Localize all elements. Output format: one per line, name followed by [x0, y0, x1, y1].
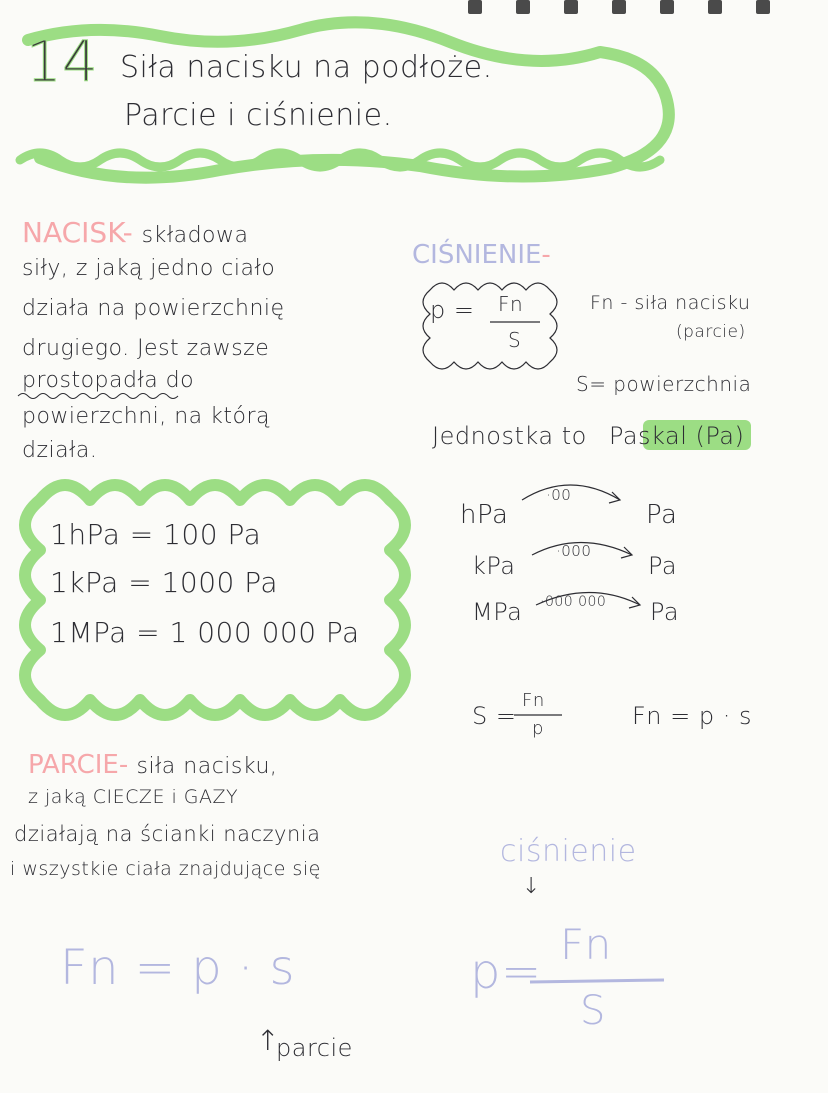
parcie-label: parcie: [276, 1034, 353, 1062]
s-formula-left: S =: [472, 702, 517, 730]
parcie-line-3: i wszystkie ciała znajdujące się: [10, 858, 321, 880]
header-wave: [20, 153, 660, 167]
cisnienie-dash: -: [541, 240, 551, 270]
parcie-line-1: z jaką CIECZE i GAZY: [28, 786, 239, 808]
conv-to-0: Pa: [646, 500, 678, 530]
nacisk-line-5: powierzchni, na którą: [22, 404, 271, 429]
fn-description: Fn - siła nacisku: [590, 292, 751, 314]
nacisk-line-6: działa.: [22, 438, 98, 463]
cisnienie-heading: [412, 240, 551, 270]
s-formula-den: p: [532, 718, 544, 739]
parcie-line-0: siła nacisku,: [136, 754, 278, 779]
nacisk-line-0: składowa: [141, 223, 249, 248]
units-line-0: 1hPa = 100 Pa: [50, 518, 262, 551]
unit-name: Paskal: [608, 422, 688, 450]
fn-description-parcie: (parcie): [676, 322, 746, 342]
nacisk-dash: -: [122, 216, 133, 249]
nacisk-line-1: siły, z jaką jedno ciało: [22, 256, 276, 281]
s-formula-num: Fn: [522, 690, 545, 711]
unit-line: [432, 422, 744, 450]
lesson-title-line2: Parcie i ciśnienie.: [124, 98, 393, 133]
parcie-line-2: działają na ścianki naczynia: [14, 822, 321, 846]
conv-op-2: ·000 000: [540, 594, 607, 610]
nacisk-line-3: drugiego. Jest zawsze: [22, 336, 270, 361]
s-description: S= powierzchnia: [576, 372, 752, 396]
nacisk-line-2: działa na powierzchnię: [22, 296, 285, 321]
cisnienie-term: CIŚNIENIE: [412, 240, 542, 270]
units-line-2: 1MPa = 1 000 000 Pa: [50, 616, 360, 649]
cisnienie-formula-num: Fn: [498, 292, 524, 316]
parcie-term: PARCIE: [28, 750, 119, 780]
bottom-p-num: Fn: [560, 920, 612, 969]
cisnienie-down-arrow: ↓: [522, 874, 541, 899]
unit-symbol: (Pa): [695, 422, 745, 450]
conv-to-2: Pa: [650, 598, 680, 626]
conv-to-1: Pa: [648, 552, 678, 580]
lesson-title-line1: Siła nacisku na podłoże.: [120, 50, 493, 85]
bottom-p-left: p=: [470, 944, 542, 1000]
conv-from-0: hPa: [460, 500, 509, 530]
conv-op-1: ·000: [556, 542, 592, 560]
parcie-dash: -: [118, 750, 129, 780]
cisnienie-formula-p: p =: [430, 296, 475, 324]
conv-op-0: ·00: [546, 486, 572, 504]
conv-from-2: MPa: [472, 598, 523, 626]
fn-formula: Fn = p · s: [632, 702, 753, 730]
bottom-p-den: S: [580, 988, 606, 1034]
parcie-heading: [28, 750, 277, 780]
cisnienie-label: ciśnienie: [500, 834, 637, 869]
nacisk-term: NACISK: [22, 216, 123, 249]
nacisk-line-4: prostopadła do: [22, 368, 195, 393]
bottom-fn-formula: Fn = p · s: [60, 940, 296, 996]
cisnienie-formula-den: S: [508, 328, 522, 352]
lesson-number: 14: [26, 30, 99, 95]
unit-text: Jednostka to: [432, 422, 587, 450]
units-line-1: 1kPa = 1000 Pa: [50, 566, 279, 599]
nacisk-heading: [22, 216, 248, 249]
conv-from-1: kPa: [472, 552, 516, 580]
parcie-arrow: ↑: [256, 1024, 280, 1057]
